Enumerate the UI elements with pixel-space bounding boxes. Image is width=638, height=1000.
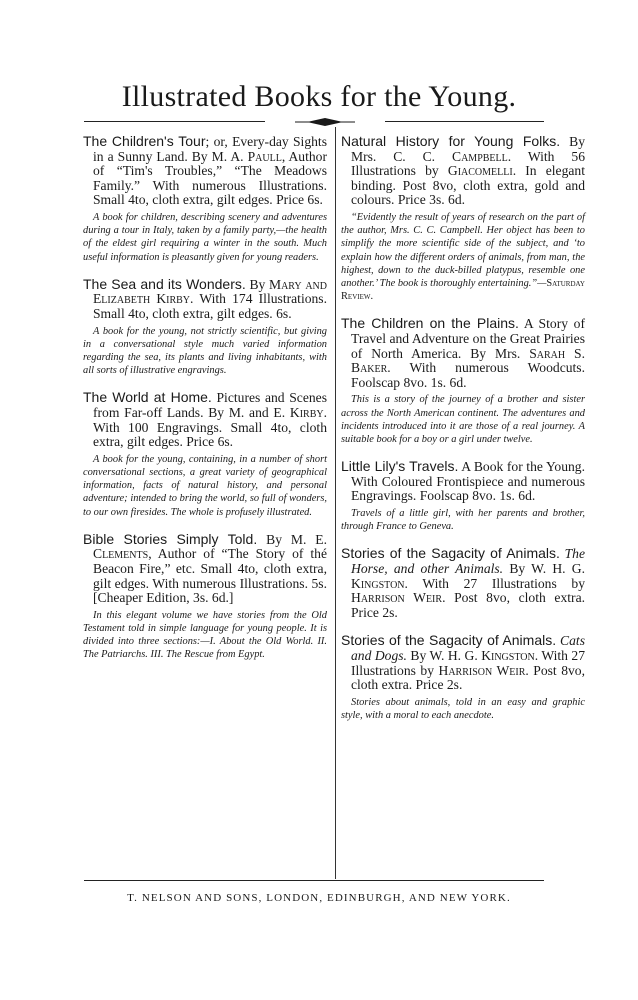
book-description: Stories about animals, told in an easy and graphic style, with a moral to each anecdote. <box>341 696 585 721</box>
entry-text <box>83 134 327 208</box>
entry-text <box>341 459 585 504</box>
entry-text <box>83 277 327 322</box>
author-name: Kingston <box>481 647 535 663</box>
entry-body: By <box>245 276 269 292</box>
entry-body: . Post 8vo, cloth extra. Price 2s. <box>351 662 585 693</box>
book-title: The World at Home. <box>83 389 212 406</box>
book-title: Bible Stories Simply Told. <box>83 530 258 547</box>
entry-body: A Story of Travel and Adventure on the Great Prairies of North America. By Mrs. <box>351 316 585 361</box>
book-entry <box>341 316 585 446</box>
entry-body: By W. H. G. <box>406 647 482 663</box>
entry-body: . With 27 Illustrations by <box>404 575 585 591</box>
book-entry <box>83 532 327 662</box>
illustrator-name: Giacomelli <box>447 163 513 179</box>
entry-body: , Author of “The Story of thé Beacon Fire,” etc. Small 4to, cloth extra, gilt edges. With numerous Illustrations. 5s. [Cheaper Edition, 3s. 6d.] <box>93 546 327 606</box>
book-description: In this elegant volume we have stories from the Old Testament told in simple language for young people. It is divided into three sections:—I. About the Old World. II. The Patriarchs. III. The Rescue from Egypt. <box>83 609 327 661</box>
entry-body: A Book for the Young. With Coloured Frontispiece and numerous Engravings. Foolscap 8vo. 1s. 6d. <box>351 459 585 504</box>
author-name: Campbell <box>452 148 508 164</box>
entry-body: By Mrs. C. C. <box>351 134 585 164</box>
entry-text <box>341 633 585 692</box>
entry-text <box>83 532 327 606</box>
entry-body: . Post 8vo, cloth extra. Price 2s. <box>351 590 586 620</box>
author-name: Mary and Elizabeth Kirby <box>93 276 327 307</box>
entry-body: , Author of “Tim's Troubles,” “The Meadows Family.” With numerous Illustrations. Small 4to, cloth extra, gilt edges. Price 6s. <box>93 148 327 208</box>
entry-text <box>341 134 585 208</box>
book-entry <box>83 277 327 378</box>
illustrator-name: Harrison Weir <box>438 662 526 678</box>
book-description: A book for the young, not strictly scientific, but giving in a conversational style much varied information regarding the sea, its plants and living inhabitants, with all sorts of illustrative engravings. <box>83 325 327 377</box>
book-title: Stories of the Sagacity of Animals. <box>341 545 560 562</box>
book-title: Little Lily's Travels. <box>341 458 459 475</box>
entry-body: . With 174 Illustrations. Small 4to, cloth extra, gilt edges. 6s. <box>93 291 328 321</box>
entry-body: . With numerous Woodcuts. Foolscap 8vo. 1s. 6d. <box>351 360 585 390</box>
author-name: Clements <box>93 546 149 562</box>
entry-body: . With 100 Engravings. Small 4to, cloth extra, gilt edges. Price 6s. <box>93 404 327 450</box>
author-name: Kingston <box>351 575 405 591</box>
description-quote: “Evidently the result of years of research on the part of the author, Mrs. C. C. Campbell. Her object has been to simplify the more scientific side of the subject, and ‘to explain how the different orders of animals, from man, the highest, down to the duck-billed platypus, resemble one another.’ The book is thoroughly entertaining.”— <box>341 211 585 289</box>
book-entry <box>83 134 327 264</box>
entry-body: . In elegant binding. Post 8vo, cloth extra, gold and colours. Price 3s. 6d. <box>351 163 585 208</box>
publisher-footer: T. NELSON AND SONS, LONDON, EDINBURGH, AND NEW YORK. <box>127 892 511 904</box>
book-title: The Children's Tour <box>83 133 206 149</box>
entry-body: By W. H. G. <box>503 560 586 576</box>
illustrator-name: Harrison Weir <box>351 590 443 606</box>
entry-body: By M. E. <box>257 531 328 547</box>
entry-text <box>341 546 585 620</box>
book-entry <box>341 633 585 722</box>
book-title: Natural History for Young Folks. <box>341 133 561 149</box>
book-title: Stories of the Sagacity of Animals. <box>341 632 557 649</box>
book-description: A book for the young, containing, in a number of short conversational sections, a great variety of geographical information, facts of natural history, and personal adventure; intended to bring the world, so full of wonders, to our own firesides. The whole is profusely illustrated. <box>83 453 327 518</box>
entry-text <box>83 390 327 449</box>
review-source: Saturday Review. <box>341 277 585 303</box>
book-description: This is a story of the journey of a brother and sister across the North American continent. The adventures and incidents introduced into it are those of a real journey. A suitable book for a boy or a girl under twelve. <box>341 394 585 445</box>
book-entry <box>341 459 585 533</box>
author-name: Paull <box>247 148 282 164</box>
subtitle: The Horse, and other Animals. <box>351 546 585 576</box>
ornament-icon <box>265 117 385 127</box>
book-description: A book for children, describing scenery and adventures during a tour in Italy, taken by a family party,—the health of the eldest girl requiring a winter in the south. Much useful information is pleasantly given for young readers. <box>83 211 327 263</box>
book-title: The Sea and its Wonders. <box>83 275 246 292</box>
entry-body: . With 27 Illustrations by <box>351 647 585 678</box>
entry-text <box>341 316 585 390</box>
left-column <box>83 134 327 675</box>
subtitle: Cats and Dogs. <box>351 633 585 663</box>
book-entry <box>83 390 327 518</box>
entry-body: . With 56 Illustrations by <box>351 148 585 179</box>
book-description <box>341 211 585 303</box>
book-title: The Children on the Plains. <box>341 315 519 332</box>
book-entry <box>341 134 585 303</box>
book-description: Travels of a little girl, with her parents and brother, through France to Geneva. <box>341 507 585 533</box>
page-title: Illustrated Books for the Young. <box>121 80 517 113</box>
entry-body: Pictures and Scenes from Far-off Lands. By M. and E. <box>93 390 327 420</box>
column-divider <box>335 127 336 879</box>
entry-body: ; or, Every-day Sights in a Sunny Land. By M. A. <box>93 134 327 164</box>
book-entry <box>341 546 585 620</box>
footer-rule <box>84 880 544 881</box>
right-column <box>341 134 585 735</box>
author-name: Kirby <box>289 404 324 420</box>
author-name: Sarah S. Baker <box>351 345 585 376</box>
